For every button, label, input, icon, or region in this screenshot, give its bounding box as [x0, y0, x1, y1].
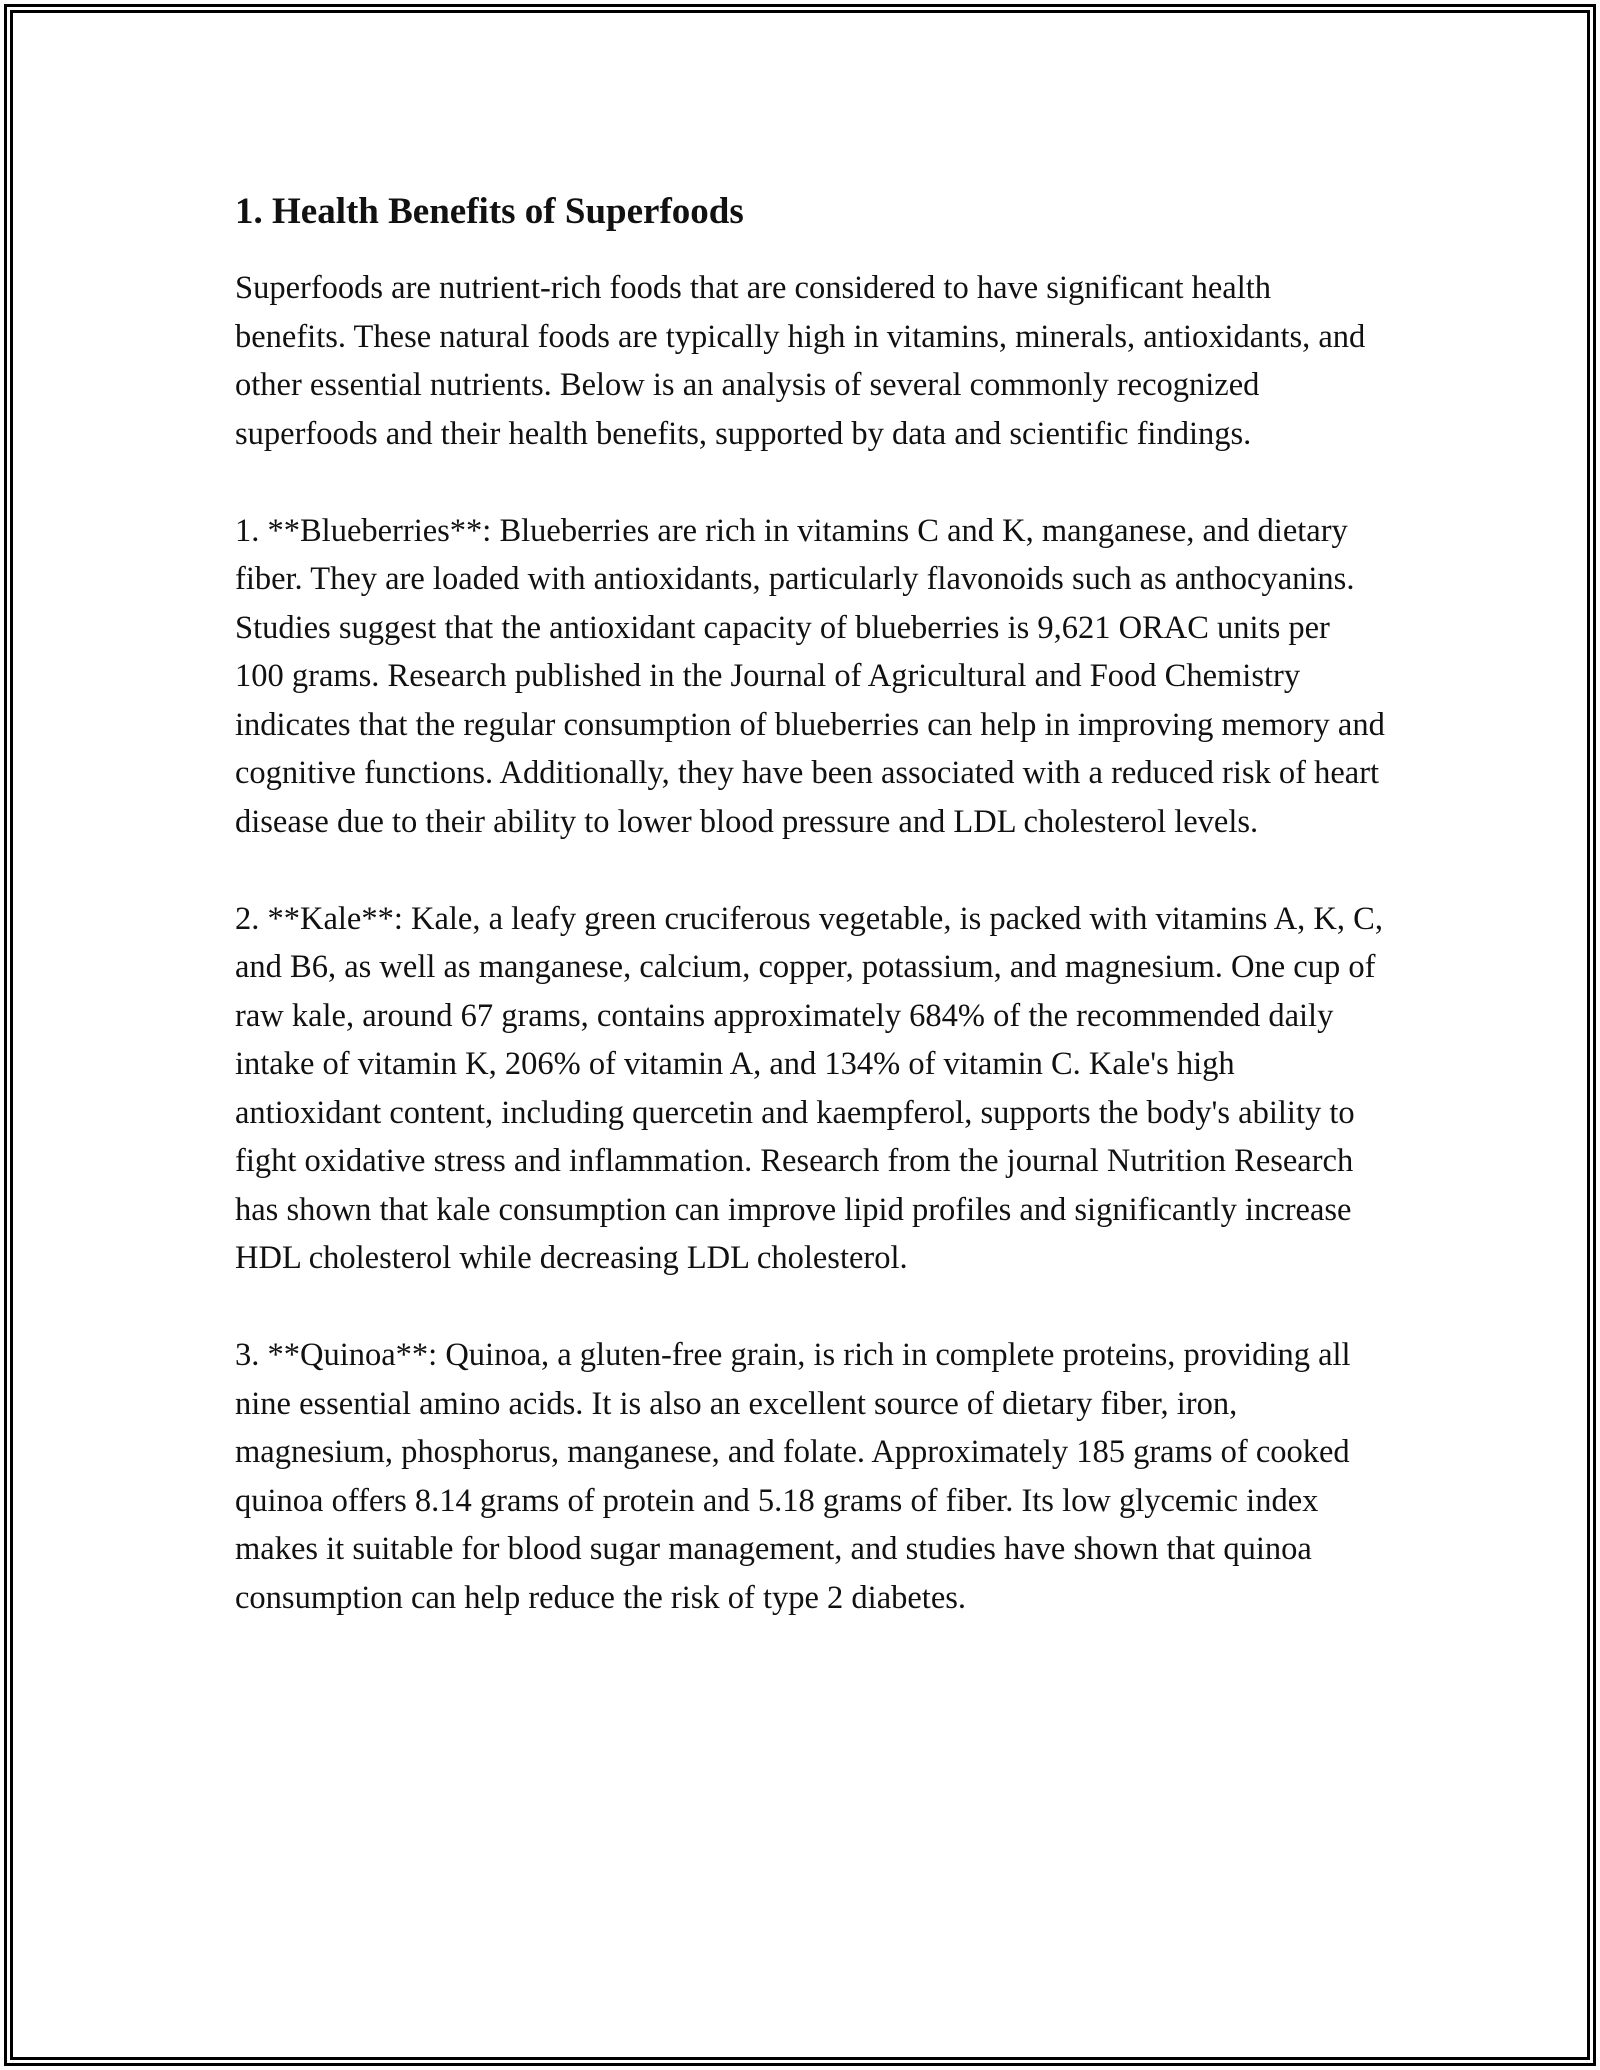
kale-paragraph: 2. **Kale**: Kale, a leafy green cruciferous vegetable, is packed with vitamins A, K, C, and B6, as well as manganese, calcium, copper, potassium, and magnesium. One cup of raw kale, around 67 grams, contains approximately 684% of the recommended daily intake of vitamin K, 206% of vitamin A, and 134% of vitamin C. Kale's high antioxidant content, including quercetin and kaempferol, supports the body's ability to fight oxidative stress and inflammation. Research from the journal Nutrition Research has shown that kale consumption can improve lipid profiles and significantly increase HDL cholesterol while decreasing LDL cholesterol. [235, 900, 1383, 1276]
document-body [235, 186, 1385, 1671]
intro-paragraph: Superfoods are nutrient-rich foods that are considered to have significant health benefits. These natural foods are typically high in vitamins, minerals, antioxidants, and other essential nutrients. Below is an analysis of several commonly recognized superfoods and their health benefits, supported by data and scientific findings. [235, 270, 1366, 452]
blueberries-paragraph: 1. **Blueberries**: Blueberries are rich in vitamins C and K, manganese, and dietary fiber. They are loaded with antioxidants, particularly flavonoids such as anthocyanins. Studies suggest that the antioxidant capacity of blueberries is 9,621 ORAC units per 100 grams. Research published in the Journal of Agricultural and Food Chemistry indicates that the regular consumption of blueberries can help in improving memory and cognitive functions. Additionally, they have been associated with a reduced risk of heart disease due to their ability to lower blood pressure and LDL cholesterol levels. [235, 512, 1385, 840]
quinoa-paragraph: 3. **Quinoa**: Quinoa, a gluten-free grain, is rich in complete proteins, providing all nine essential amino acids. It is also an excellent source of dietary fiber, iron, magnesium, phosphorus, manganese, and folate. Approximately 185 grams of cooked quinoa offers 8.14 grams of protein and 5.18 grams of fiber. Its low glycemic index makes it suitable for blood sugar management, and studies have shown that quinoa consumption can help reduce the risk of type 2 diabetes. [235, 1337, 1351, 1616]
section-heading: 1. Health Benefits of Superfoods [235, 191, 744, 232]
